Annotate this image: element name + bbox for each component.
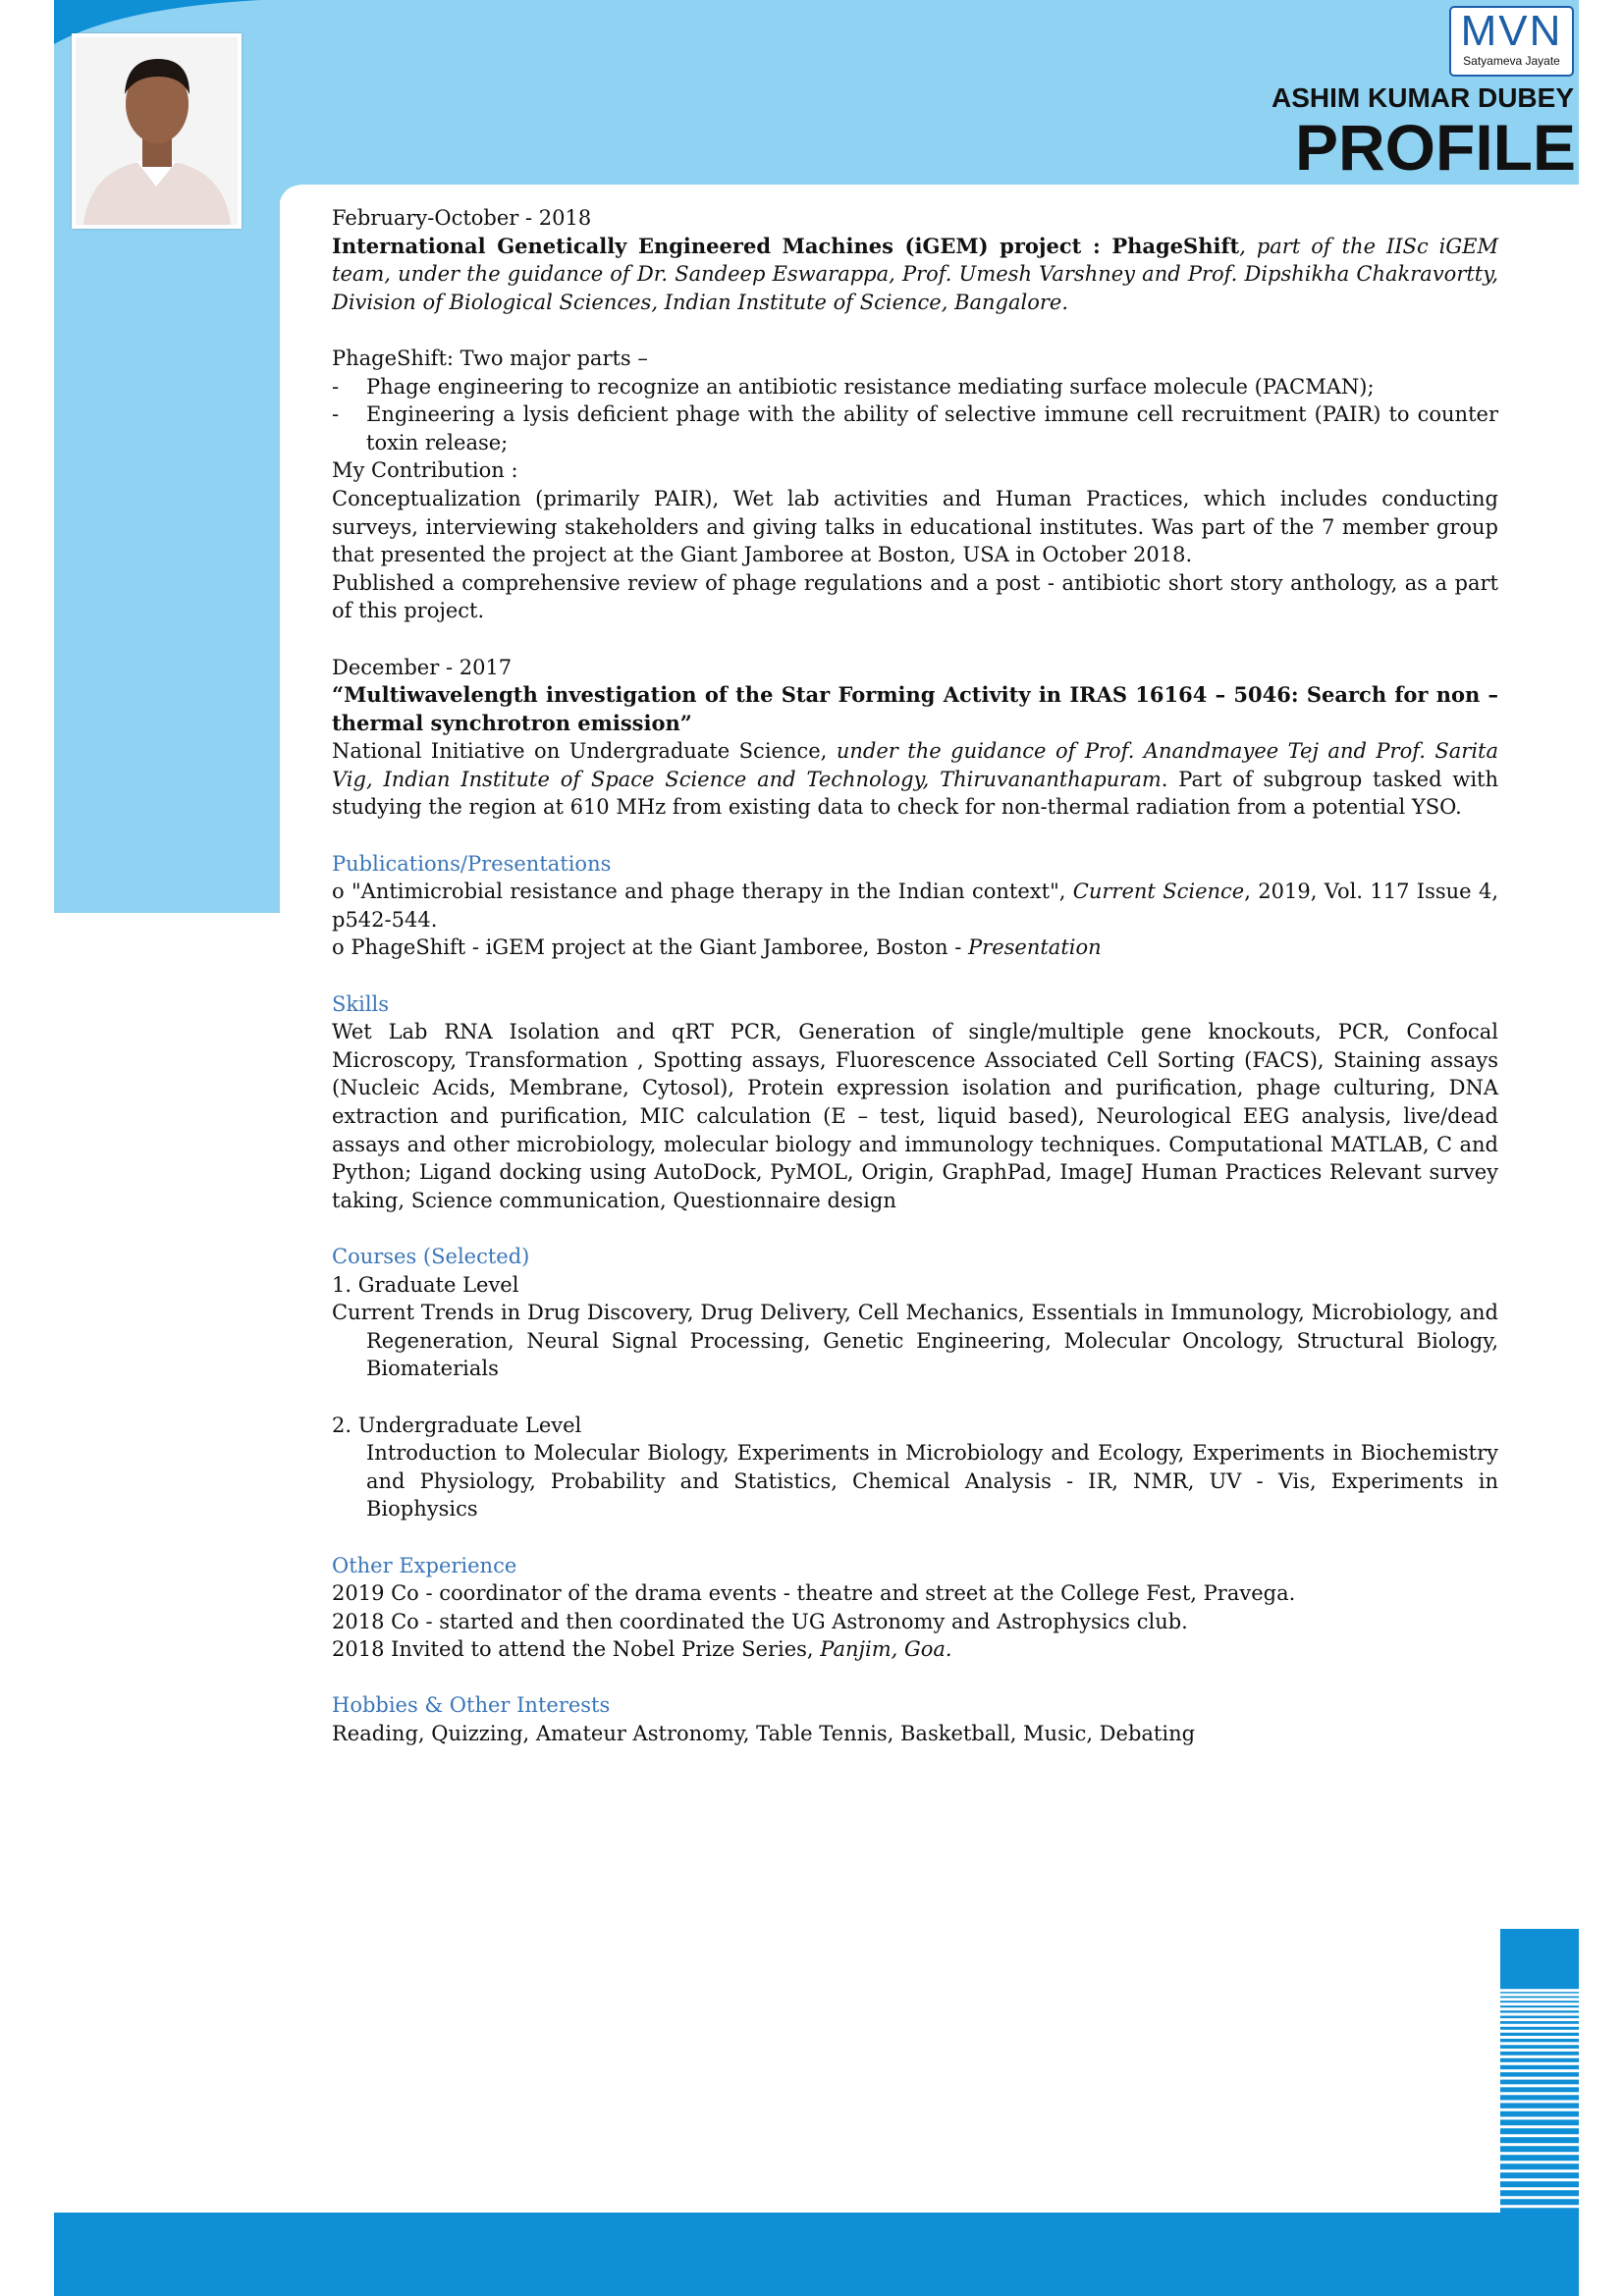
exp2-desc-italic: under the guidance of Prof. Anandmayee Tej and Prof. Sarita Vig, Indian Institute of Space Science and Technology, Thiruvananthapuram <box>332 739 1499 791</box>
other-experience-item: 2018 Co - started and then coordinated the UG Astronomy and Astrophysics club. <box>332 1609 1188 1633</box>
exp1-bullet-text: Phage engineering to recognize an antibiotic resistance mediating surface molecule (PACMAN); <box>366 374 1375 399</box>
exp1-bullet <box>332 373 1498 401</box>
courses-undergraduate-label: 2. Undergraduate Level <box>332 1413 582 1437</box>
exp1-contribution-text: Conceptualization (primarily PAIR), Wet lab activities and Human Practices, which includes conducting surveys, interviewing stakeholders and giving talks in educational institutes. Was part of the 7 member group that presented the project at the Giant Jamboree at Boston, USA in October 2018. <box>332 486 1498 567</box>
document-title: PROFILE <box>1294 111 1576 184</box>
hobbies-heading: Hobbies & Other Interests <box>332 1693 611 1718</box>
other-experience-item <box>332 1635 1498 1664</box>
exp1-title-bold: International Genetically Engineered Machines (iGEM) project : PhageShift <box>332 233 1240 258</box>
exp1-date: February-October - 2018 <box>332 206 592 230</box>
courses-undergraduate-text: Introduction to Molecular Biology, Experiments in Microbiology and Ecology, Experiments in Biochemistry and Physiology, Probability and Statistics, Chemical Analysis - IR, NMR, UV - Vis, Experiments in Biophysics <box>366 1441 1498 1522</box>
person-avatar-icon <box>76 37 238 225</box>
logo-mark: MVN <box>1460 7 1563 55</box>
other-experience-text: 2018 Invited to attend the Nobel Prize Series, <box>332 1637 821 1662</box>
exp2-desc-part1: National Initiative on Undergraduate Science, <box>332 739 837 764</box>
exp1-bullet <box>332 400 1498 456</box>
courses-heading: Courses (Selected) <box>332 1244 530 1268</box>
hobbies-text: Reading, Quizzing, Amateur Astronomy, Table Tennis, Basketball, Music, Debating <box>332 1722 1196 1746</box>
skills-text: Wet Lab RNA Isolation and qRT PCR, Generation of single/multiple gene knockouts, PCR, Confocal Microscopy, Transformation , Spotting assays, Fluorescence Associated Cell Sorting (FACS), Staining assays (Nucleic Acids, Membrane, Cytosol), Protein expression isolation and purification, phage culturing, DNA extraction and purification, MIC calculation (E – test, liquid based), Neurological EEG analysis, live/dead assays and other microbiology, molecular biology and immunology techniques. Computational MATLAB, C and Python; Ligand docking using AutoDock, PyMOL, Origin, GraphPad, ImageJ Human Practices Relevant survey taking, Science communication, Questionnaire design <box>332 1020 1498 1212</box>
exp1-published-text: Published a comprehensive review of phage regulations and a post - antibiotic short story anthology, as a part of this project. <box>332 570 1498 623</box>
mvn-logo <box>1449 6 1574 77</box>
other-experience-place: Panjim, Goa. <box>820 1637 952 1662</box>
other-experience-item: 2019 Co - coordinator of the drama events - theatre and street at the College Fest, Pravega. <box>332 1581 1296 1606</box>
candidate-name: ASHIM KUMAR DUBEY <box>1271 82 1574 113</box>
striped-pattern <box>1500 1929 1579 2214</box>
exp1-title-italic: , part of the IISc iGEM team, under the guidance of Dr. Sandeep Eswarappa, Prof. Umesh Varshney and Prof. Dipshikha Chakravortty, Division of Biological Sciences, Indian Institute of Science, Bangalore. <box>332 234 1498 314</box>
other-experience-heading: Other Experience <box>332 1553 517 1577</box>
publication-text: o "Antimicrobial resistance and phage therapy in the Indian context", <box>332 880 1073 904</box>
logo-tagline: Satyameva Jayate <box>1463 54 1560 68</box>
publication-journal: Current Science <box>1072 880 1245 904</box>
skills-heading: Skills <box>332 991 390 1016</box>
presentation-item <box>332 934 1498 962</box>
courses-graduate-text: Current Trends in Drug Discovery, Drug Delivery, Cell Mechanics, Essentials in Immunology, Microbiology, and Regeneration, Neural Signal Processing, Genetic Engineering, Molecular Oncology, Structural Biology, Biomaterials <box>332 1301 1498 1381</box>
bullet-marker: - <box>332 402 340 427</box>
exp2-description <box>332 737 1498 822</box>
publications-heading: Publications/Presentations <box>332 851 612 876</box>
courses-graduate-label: 1. Graduate Level <box>332 1272 519 1297</box>
exp1-title <box>332 233 1498 317</box>
exp2-date: December - 2017 <box>332 655 513 679</box>
presentation-text: o PhageShift - iGEM project at the Giant Jamboree, Boston - <box>332 935 969 960</box>
exp1-bullet-text: Engineering a lysis deficient phage with the ability of selective immune cell recruitment (PAIR) to counter toxin release; <box>366 402 1498 454</box>
footer-bar <box>54 2213 1579 2296</box>
publication-details: , 2019, Vol. 117 Issue 4, p542-544. <box>332 880 1498 932</box>
exp2-desc-part2: . Part of subgroup tasked with studying the region at 610 MHz from existing data to check for non-thermal radiation from a potential YSO. <box>332 767 1498 820</box>
profile-photo <box>72 33 242 229</box>
exp2-title: “Multiwavelength investigation of the Star Forming Activity in IRAS 16164 – 5046: Search for non – thermal synchrotron emission” <box>332 682 1498 735</box>
bullet-marker: - <box>332 374 340 399</box>
exp1-parts-intro: PhageShift: Two major parts – <box>332 346 648 370</box>
presentation-type: Presentation <box>968 935 1102 960</box>
exp1-contribution-label: My Contribution : <box>332 458 518 483</box>
profile-content <box>332 204 1498 1748</box>
publication-item <box>332 878 1498 934</box>
